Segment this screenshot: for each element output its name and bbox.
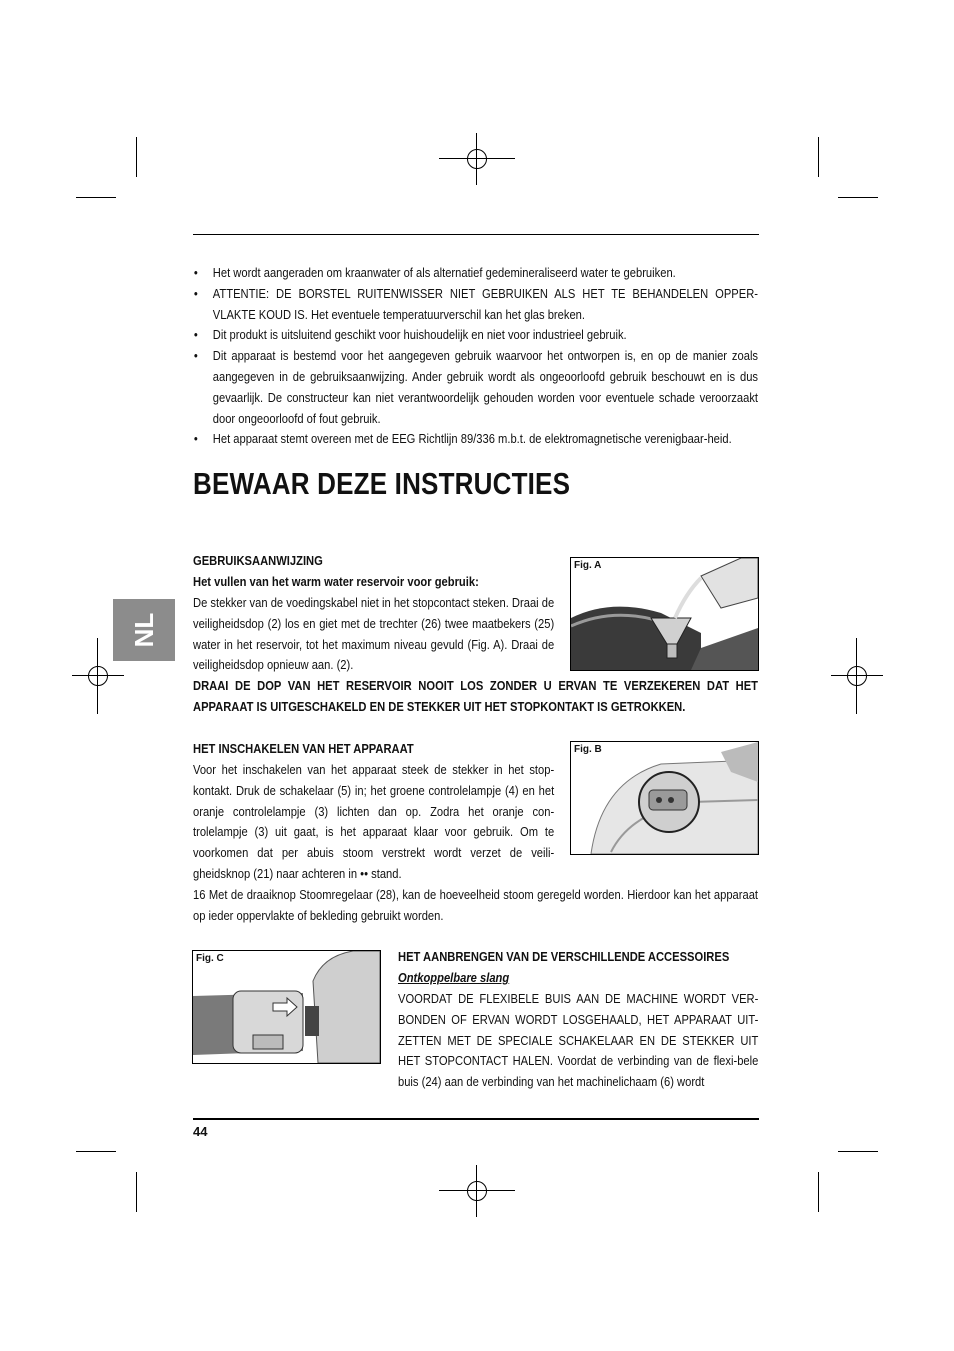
language-tab [113,599,175,661]
bullet-item: • Dit apparaat is bestemd voor het aangegeven gebruik waarvoor het ontworpen is, en op de manier zoals aangegeven in de gebruiksaanwijzing. Ander gebruik wordt als ongeoorloofd gebruik beschouwt en is dus gevaarlijk. De constructeur kan niet verantwoordelijk gehouden worden voor eventuele schade veroorzaakt door ongeoorloofd of fout gebruik. [193,346,758,429]
section-subheading: Het vullen van het warm water reservoir voor gebruik: [193,574,479,589]
hose-connector-illustration [193,951,380,1063]
crop-mark [818,1172,819,1212]
crop-mark [136,137,137,177]
bullet-item: • Het apparaat stemt overeen met de EEG Richtlijn 89/336 m.b.t. de elektromagnetische verenigbaar-heid. [193,429,758,450]
header-rule [193,234,759,235]
figure-a [570,557,759,671]
figure-c [192,950,381,1064]
bullet-item: • ATTENTIE: DE BORSTEL RUITENWISSER NIET GEBRUIKEN ALS HET TE BEHANDELEN OPPER-VLAKTE KOUD IS. Het eventuele temperatuurverschil kan het glas breken. [193,284,758,326]
crop-mark [76,197,116,198]
crop-mark [838,1151,878,1152]
page-number: 44 [193,1124,208,1139]
section-heading: HET INSCHAKELEN VAN HET APPARAAT [193,741,414,756]
funnel-pouring-illustration [571,558,758,670]
section-body: VOORDAT DE FLEXIBELE BUIS AAN DE MACHINE WORDT VER-BONDEN OF ERVAN WORDT LOSGEHAALD, HET APPARAAT UIT-ZETTEN MET DE SPECIALE SCHAKELAAR EN DE STEKKER UIT HET STOPCONTACT HALEN. Voordat de verbinding van de flexi-bele buis (24) aan de verbinding van het machinelichaam (6) wordt [398,991,759,1090]
section-body: Voor het inschakelen van het apparaat steek de stekker in het stop-kontakt. Druk de schakelaar (5) in; het groene controlelampje (4) en het oranje controlelampje (3) lichten dan op. Zodra het oranje con-trolelampje (3) uit gaat, is het apparaat klaar voor gebruik. Om te voorkomen dat per abuis stoom verstrekt wordt verzet de veili-gheidsknop (21) naar achteren in •• stand. [193,762,555,881]
switch-panel-illustration [571,742,758,854]
section-subheading: Ontkoppelbare slang [398,970,510,985]
bullet-item: • Het wordt aangeraden om kraanwater of als alternatief gedemineraliseerd water te gebruiken. [193,263,758,284]
section-heading: HET AANBRENGEN VAN DE VERSCHILLENDE ACCESSOIRES [398,949,730,964]
registration-mark-top [439,133,515,185]
crop-mark [818,137,819,177]
language-tab-label: NL [128,612,159,648]
warning-text: DRAAI DE DOP VAN HET RESERVOIR NOOIT LOS ZONDER U ERVAN TE VERZEKEREN DAT HET APPARAAT IS UITGESCHAKELD EN DE STEKKER UIT HET STOPKONTAKT IS GETROKKEN. [193,678,759,714]
crop-mark [76,1151,116,1152]
figure-b [570,741,759,855]
registration-mark-right [831,638,883,714]
crop-mark [838,197,878,198]
section-body-continued: 16 Met de draaiknop Stoomregelaar (28), kan de hoeveelheid stoom geregeld worden. Hierdoor kan het apparaat op ieder oppervlakte of bekleding gebruikt worden. [193,887,759,923]
section-body: De stekker van de voedingskabel niet in het stopcontact steken. Draai de veiligheidsdop (2) los en giet met de trechter (26) twee maatbekers (25) water in het reservoir, tot het maximum niveau gevuld (Fig. A). Draai de veiligheidsdop opnieuw aan. (2). [193,595,555,673]
footer-rule [193,1118,759,1120]
section-heading: GEBRUIKSAANWIJZING [193,553,323,568]
figure-label: Fig. C [196,953,224,964]
figure-label: Fig. A [574,560,602,571]
crop-mark [136,1172,137,1212]
figure-label: Fig. B [574,744,602,755]
page-title: BEWAAR DEZE INSTRUCTIES [193,466,571,501]
notes-list [193,263,758,450]
registration-mark-bottom [439,1165,515,1217]
bullet-item: • Dit produkt is uitsluitend geschikt voor huishoudelijk en niet voor industrieel gebruik. [193,325,758,346]
